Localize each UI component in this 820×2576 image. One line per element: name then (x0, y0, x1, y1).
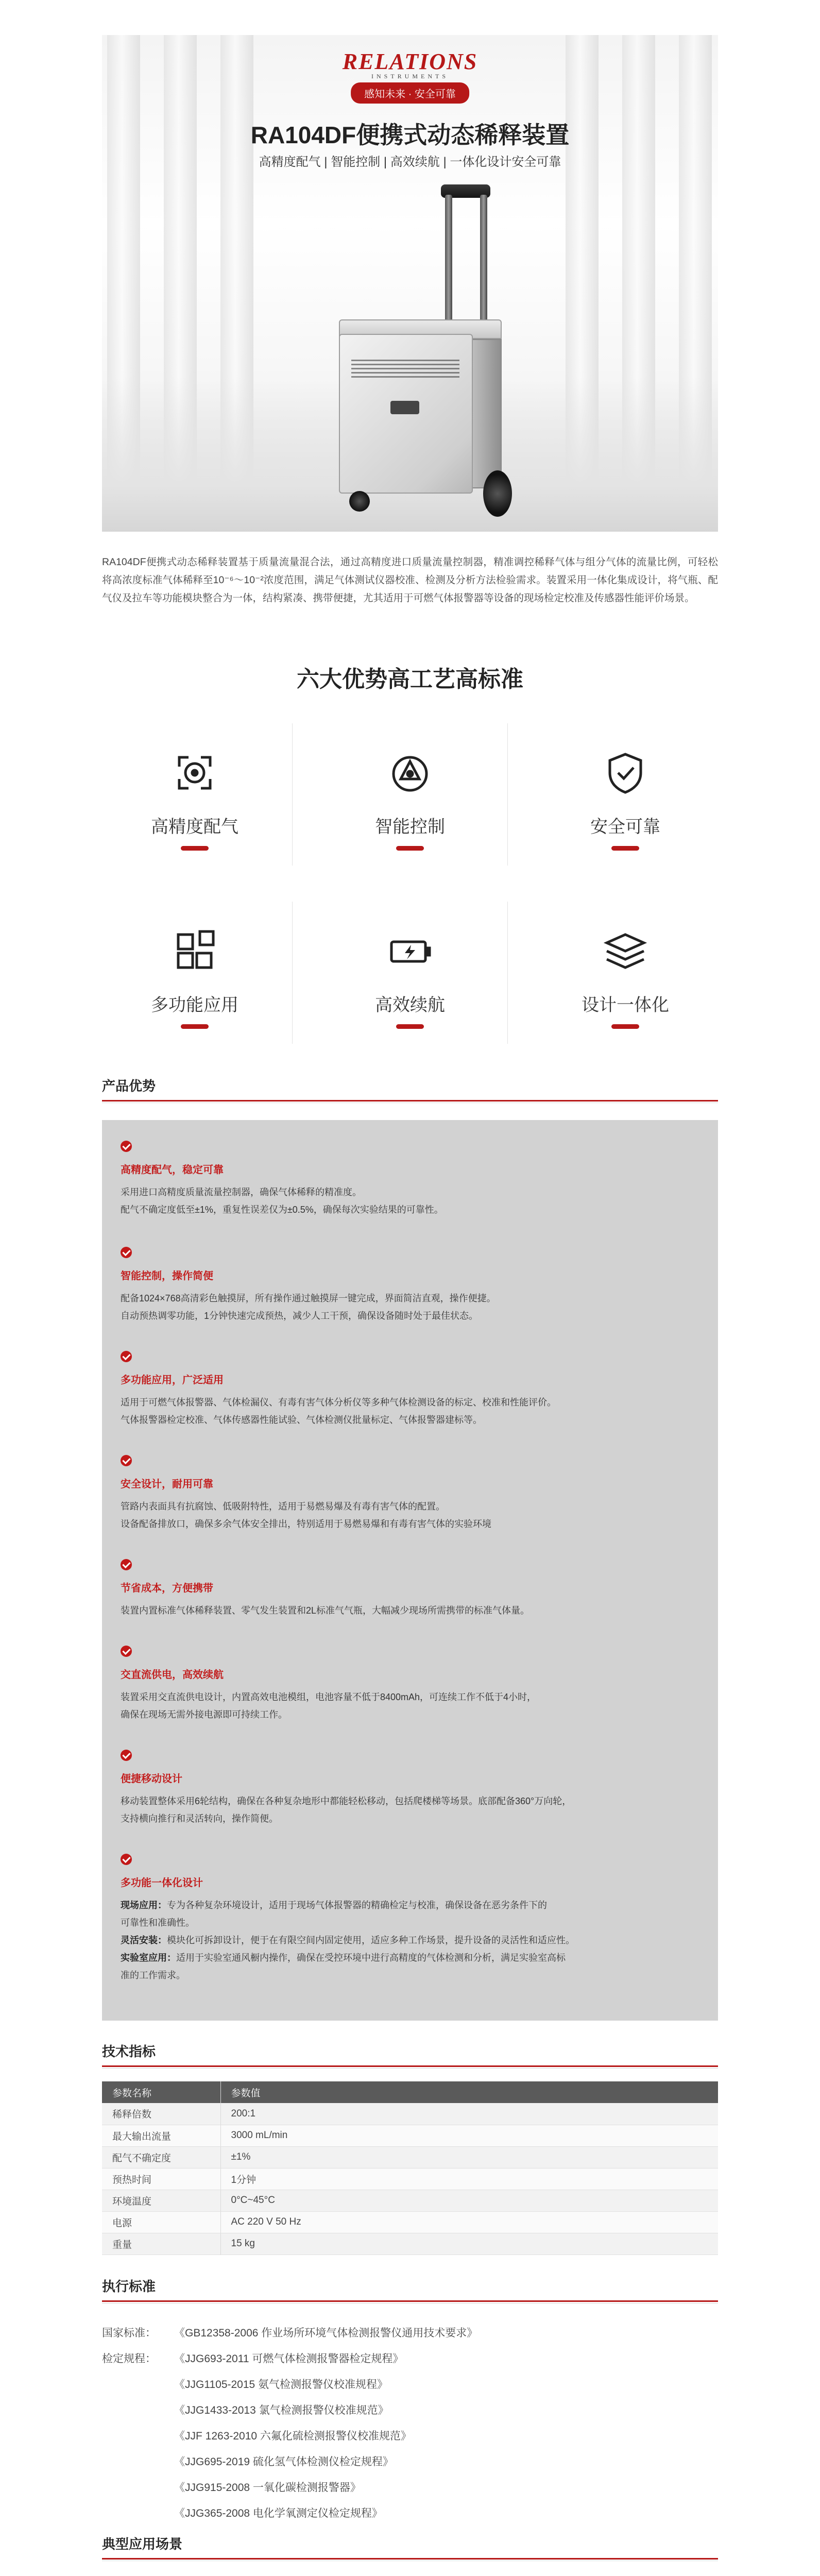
check-icon (121, 1141, 132, 1152)
feature-integrated-design: 设计一体化 (533, 896, 718, 1049)
battery-icon (385, 926, 435, 976)
intro-paragraph: RA104DF便携式动态稀释装置基于质量流量混合法，通过高精度进口质量流量控制器，精准调控稀释气体与组分气体的流量比例，可轻松将高浓度标准气体稀释至10⁻⁶～10⁻²浓度范围，满足气体测试仪器校准、检测及分析方法检验需求。装置采用一体化集成设计，将气瓶、配气仪及拉车等功能模块整合为一体，结构紧凑、携带便捷，尤其适用于可燃气体报警器等设备的现场检定校准及传感器性能评价场景。 (102, 556, 718, 604)
specs-section: 技术指标 参数名称 参数值 稀释倍数 200:1 最大输出流量 3000 mL/min 配气不确定度 ±1% 预热时间 1分钟 环境温度 0°C~45°C 电源 AC 220 V 50 Hz 重量 15 kg (102, 2041, 718, 2255)
feature-battery: 高效续航 (317, 896, 503, 1049)
check-icon (121, 1750, 132, 1761)
check-icon (121, 1854, 132, 1865)
layers-icon (601, 926, 650, 976)
spec-col-value: 参数值 (220, 2081, 718, 2103)
list-item: 《JJG1433-2013 氯气检测报警仪校准规范》 (174, 2404, 389, 2416)
hero-banner (102, 35, 718, 532)
check-icon (121, 1646, 132, 1657)
check-icon (121, 1455, 132, 1466)
check-icon (121, 1247, 132, 1258)
advantage-item: 交直流供电，高效续航 装置采用交直流供电设计，内置高效电池模组，电池容量不低于8400mAh，可连续工作不低于4小时， 确保在现场无需外接电源即可持续工作。 (121, 1646, 697, 1723)
spec-table (102, 2081, 718, 2255)
advantage-item: 高精度配气，稳定可靠 采用进口高精度质量流量控制器，确保气体稀释的精准度。 配气不确定度低至±1%，重复性误差仅为±0.5%，确保每次实验结果的可靠性。 (121, 1141, 697, 1218)
check-icon (121, 1351, 132, 1362)
list-item: 《JJG365-2008 电化学氧测定仪检定规程》 (174, 2507, 383, 2519)
list-item: 《JJF 1263-2010 六氟化硫检测报警仪校准规范》 (174, 2430, 412, 2442)
six-advantages-title: 六大优势高工艺高标准 (297, 667, 523, 692)
brand-logo: RELATIONS INSTRUMENTS (342, 49, 478, 80)
advantages-section-header: 产品优势 (102, 1076, 718, 1101)
advantage-item: 节省成本，方便携带 装置内置标准气体稀释装置、零气发生装置和2L标准气气瓶，大幅减少现场所需携带的标准气体量。 (121, 1559, 697, 1619)
precision-target-icon (170, 748, 219, 798)
table-row: 重量 15 kg (102, 2233, 718, 2255)
feature-multi-function: 多功能应用 (102, 896, 287, 1049)
advantage-item: 多功能应用，广泛适用 适用于可燃气体报警器、气体检漏仪、有毒有害气体分析仪等多种气体检测设备的标定、校准和性能评价。 气体报警器检定校准、气体传感器性能试验、气体检测仪批量标定、气体报警器建标等。 (121, 1351, 697, 1429)
standard-verify: 检定规程： 《JJG693-2011 可燃气体检测报警器检定规程》 (102, 2353, 404, 2365)
shield-check-icon (601, 748, 650, 798)
table-row: 预热时间 1分钟 (102, 2168, 718, 2190)
standard-national: 国家标准： 《GB12358-2006 作业场所环境气体检测报警仪通用技术要求》 (102, 2327, 478, 2339)
hero-subtitle: 高精度配气 | 智能控制 | 高效续航 | 一体化设计安全可靠 (259, 155, 561, 169)
product-image (329, 184, 514, 514)
list-item: 《JJG695-2019 硫化氢气体检测仪检定规程》 (174, 2456, 394, 2468)
multi-function-icon (170, 926, 219, 976)
table-row: 最大输出流量 3000 mL/min (102, 2125, 718, 2146)
list-item: 《JJG1105-2015 氨气检测报警仪校准规程》 (174, 2379, 388, 2391)
list-item: 《JJG915-2008 一氧化碳检测报警器》 (174, 2482, 361, 2494)
feature-safety: 安全可靠 (533, 718, 718, 871)
standards-section: 执行标准 国家标准： 《GB12358-2006 作业场所环境气体检测报警仪通用技术要求》 检定规程： 《JJG693-2011 可燃气体检测报警器检定规程》 《JJG1105-2015 氨气检测报警仪校准规程》 《JJG1433-2013 氯气检测报警仪校准规范》 《JJF 1263-2010 六氟化硫检测报警仪校准规范》 《JJG695-2019 硫化氢气体检测仪检定规程》 《JJG915-2008 一氧化碳检测报警器》 《JJG365-2008 电化学氧测定仪检定规程》 (102, 2276, 718, 2527)
feature-precision: 高精度配气 (102, 718, 287, 871)
table-row: 电源 AC 220 V 50 Hz (102, 2211, 718, 2233)
advantage-item: 安全设计，耐用可靠 管路内表面具有抗腐蚀、低吸附特性，适用于易燃易爆及有毒有害气体的配置。 设备配备排放口，确保多余气体安全排出，特别适用于易燃易爆和有毒有害气体的实验环境 (121, 1455, 697, 1533)
feature-grid (102, 718, 718, 1049)
advantage-item: 多功能一体化设计 现场应用：专为各种复杂环境设计，适用于现场气体报警器的精确检定与校准，确保设备在恶劣条件下的 可靠性和准确性。 灵活安装：模块化可拆卸设计，便于在有限空间内固定使用，适应多种工作场景，提升设备的灵活性和适应性。 实验室应用：适用于实验室通风橱内操作，确保在受控环境中进行高精度的气体检测和分析，满足实验室高标 准的工作需求。 (121, 1854, 697, 1984)
table-row: 配气不确定度 ±1% (102, 2146, 718, 2168)
spec-col-param: 参数名称 (102, 2081, 220, 2103)
slogan-badge: 感知未来 · 安全可靠 (351, 82, 469, 104)
page-title: RA104DF便携式动态稀释装置 (250, 122, 570, 148)
advantages-panel (102, 1120, 718, 2021)
advantage-item: 便捷移动设计 移动装置整体采用6轮结构，确保在各种复杂地形中都能轻松移动，包括爬楼梯等场景。底部配备360°万向轮， 支持横向推行和灵活转向，操作简便。 (121, 1750, 697, 1827)
feature-smart-control: 智能控制 (317, 718, 503, 871)
table-row: 环境温度 0°C~45°C (102, 2190, 718, 2211)
applications-section: 典型应用场景 (102, 2534, 718, 2576)
applications-text (102, 2571, 718, 2576)
check-icon (121, 1559, 132, 1570)
table-row: 稀释倍数 200:1 (102, 2103, 718, 2125)
smart-control-icon (385, 748, 435, 798)
advantage-item: 智能控制，操作简便 配备1024×768高清彩色触摸屏，所有操作通过触摸屏一键完成，界面简洁直观，操作便捷。 自动预热调零功能，1分钟快速完成预热，减少人工干预，确保设备随时处于最佳状态。 (121, 1247, 697, 1325)
